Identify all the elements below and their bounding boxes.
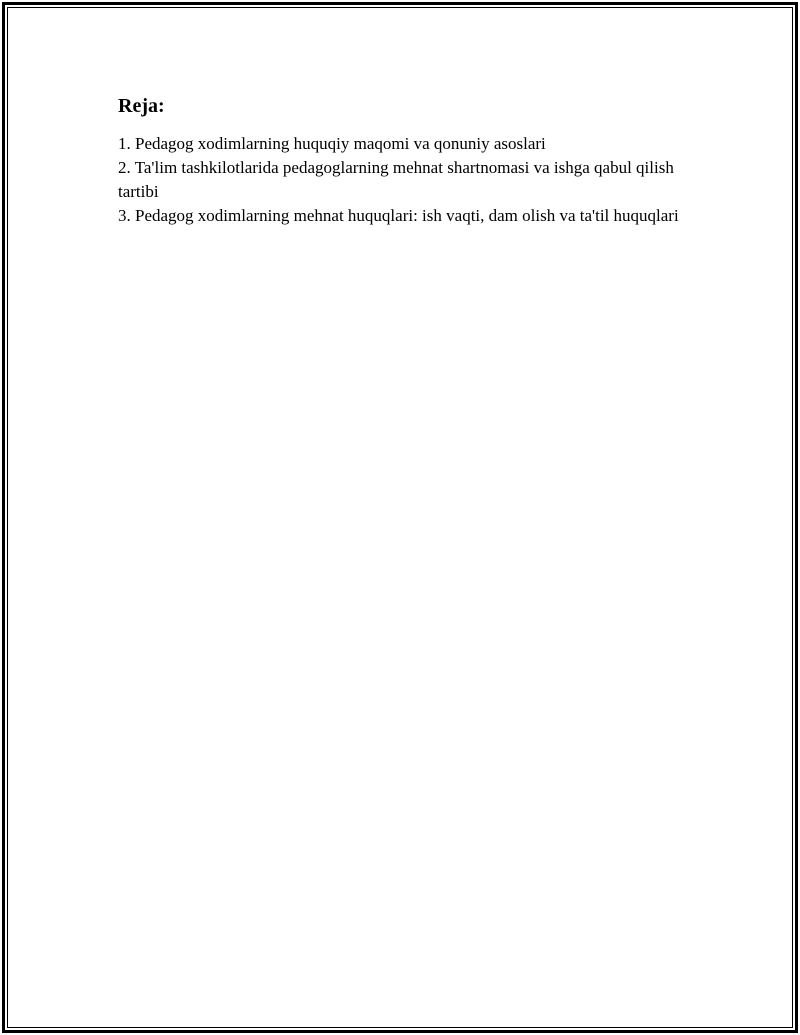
plan-item: 2. Ta'lim tashkilotlarida pedagoglarning mehnat shartnomasi va ishga qabul qilish tartibi — [118, 158, 674, 201]
plan-item: 3. Pedagog xodimlarning mehnat huquqlari: ish vaqti, dam olish va ta'til huquqlari — [118, 206, 679, 225]
plan-item: 1. Pedagog xodimlarning huquqiy maqomi va qonuniy asoslari — [118, 134, 546, 153]
plan-heading: Reja: — [118, 95, 165, 117]
plan-list — [118, 132, 688, 228]
document-content — [118, 94, 688, 228]
